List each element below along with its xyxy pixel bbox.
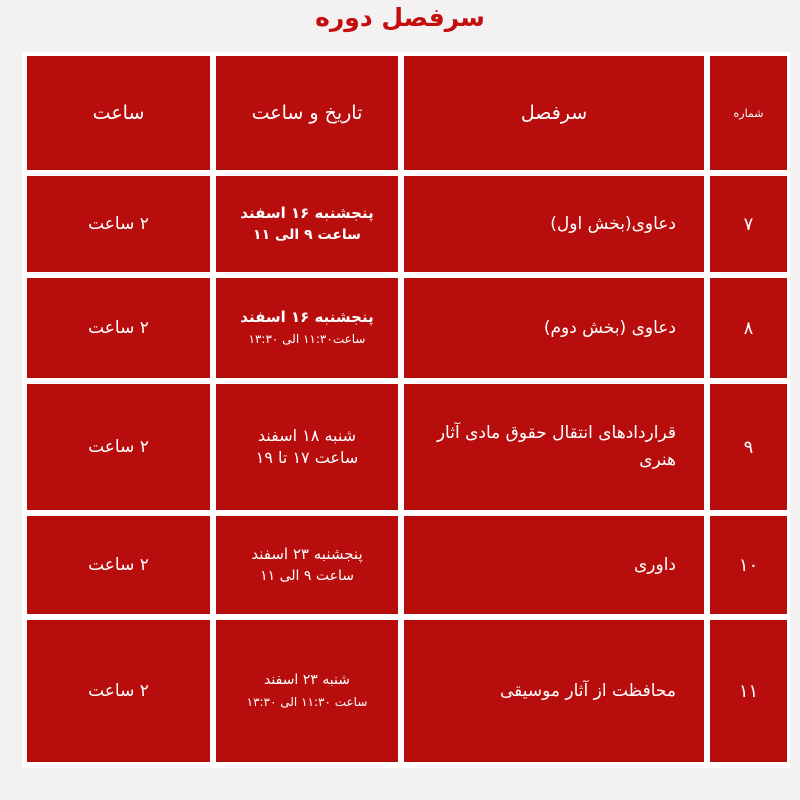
date-line: پنجشنبه ۱۶ اسفند	[240, 308, 374, 326]
row-datetime	[216, 278, 398, 378]
time-line: ساعت ۱۷ تا ۱۹	[255, 448, 359, 467]
header-topic: سرفصل	[404, 56, 704, 170]
row-topic: داوری	[404, 516, 704, 614]
row-duration: ۲ ساعت	[27, 278, 210, 378]
row-duration: ۲ ساعت	[27, 176, 210, 272]
row-number: ۱۰	[710, 516, 787, 614]
row-number: ۱۱	[710, 620, 787, 762]
header-duration: ساعت	[27, 56, 210, 170]
row-duration: ۲ ساعت	[27, 516, 210, 614]
row-datetime	[216, 384, 398, 510]
time-line: ساعت ۱۱:۳۰ الی ۱۳:۳۰	[246, 695, 368, 709]
row-duration: ۲ ساعت	[27, 384, 210, 510]
row-number: ۹	[710, 384, 787, 510]
page-title: سرفصل دوره	[315, 3, 485, 32]
time-line: ساعت۱۱:۳۰ الی ۱۳:۳۰	[248, 332, 366, 346]
date-line: شنبه ۱۸ اسفند	[257, 426, 357, 445]
time-line: ساعت ۹ الی ۱۱	[253, 227, 361, 243]
date-line: پنجشنبه ۲۳ اسفند	[251, 545, 363, 563]
row-topic: دعاوی (بخش دوم)	[404, 278, 704, 378]
row-datetime	[216, 620, 398, 762]
row-datetime	[216, 176, 398, 272]
row-duration: ۲ ساعت	[27, 620, 210, 762]
row-datetime	[216, 516, 398, 614]
time-line: ساعت ۹ الی ۱۱	[260, 568, 354, 584]
row-topic: قراردادهای انتقال حقوق مادی آثار هنری	[404, 384, 704, 510]
date-line: شنبه ۲۳ اسفند	[264, 672, 350, 688]
row-topic: دعاوی(بخش اول)	[404, 176, 704, 272]
row-topic: محافظت از آثار موسیقی	[404, 620, 704, 762]
date-line: پنجشنبه ۱۶ اسفند	[240, 204, 374, 222]
schedule-table	[22, 52, 790, 768]
row-number: ۸	[710, 278, 787, 378]
row-number: ۷	[710, 176, 787, 272]
header-datetime: تاریخ و ساعت	[216, 56, 398, 170]
header-number: شماره	[710, 56, 787, 170]
